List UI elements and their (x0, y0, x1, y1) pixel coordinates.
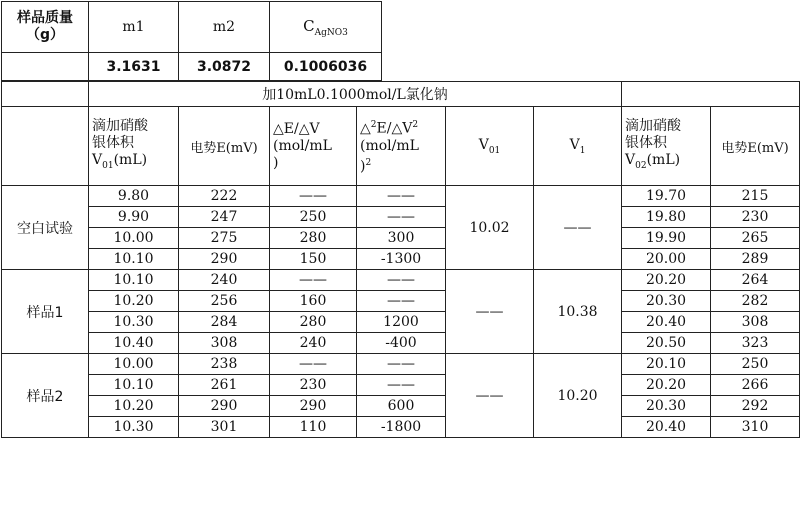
cell-e: 261 (179, 375, 270, 396)
cell-vol: 10.00 (89, 228, 179, 249)
table-row (2, 354, 800, 375)
vol1-line3: $V_{01}(mL)$ (92, 151, 148, 171)
table-row (2, 207, 800, 228)
cell-vol: 9.80 (89, 186, 179, 207)
cell-e2: 265 (711, 228, 800, 249)
cell-vol: 10.10 (89, 375, 179, 396)
cell-v1: —— (534, 186, 622, 270)
cell-e2: 266 (711, 375, 800, 396)
band-blank-right (622, 82, 800, 107)
table-row (2, 396, 800, 417)
cell-vol: 10.40 (89, 333, 179, 354)
cell-d2e: —— (357, 270, 446, 291)
blank-cell (2, 53, 89, 81)
cell-vol2: 20.30 (622, 396, 711, 417)
table-row (2, 417, 800, 438)
header-volume-v02 (622, 107, 711, 186)
cell-de: 250 (270, 207, 357, 228)
cell-e2: 308 (711, 312, 800, 333)
cell-de: 290 (270, 396, 357, 417)
group-label-blank-test: 空白试验 (2, 186, 89, 270)
cell-d2e: —— (357, 291, 446, 312)
c-subscript: AgNO3 (314, 27, 348, 38)
cell-e2: 264 (711, 270, 800, 291)
cell-vol: 10.10 (89, 249, 179, 270)
cell-e: 290 (179, 249, 270, 270)
cell-de: 230 (270, 375, 357, 396)
cell-e2: 282 (711, 291, 800, 312)
cell-e2: 289 (711, 249, 800, 270)
cell-vol: 10.30 (89, 417, 179, 438)
cell-de: —— (270, 186, 357, 207)
header-volume-v01 (89, 107, 179, 186)
cell-e2: 292 (711, 396, 800, 417)
value-m1: 3.1631 (89, 53, 179, 81)
table-row (2, 375, 800, 396)
d2e-line1: $\triangle^2E/\triangle V^2$ (360, 119, 419, 137)
cell-de: —— (270, 354, 357, 375)
d2e-line3: )$^2$ (360, 157, 372, 175)
header-m1: m1 (89, 2, 179, 53)
cell-e2: 230 (711, 207, 800, 228)
cell-e: 290 (179, 396, 270, 417)
cell-d2e: 1200 (357, 312, 446, 333)
table-row (2, 186, 800, 207)
cell-vol2: 20.40 (622, 417, 711, 438)
cell-e2: 215 (711, 186, 800, 207)
cell-de: —— (270, 270, 357, 291)
group-label-sample-2: 样品2 (2, 354, 89, 438)
cell-vol2: 19.90 (622, 228, 711, 249)
cell-vol2: 19.80 (622, 207, 711, 228)
cell-de: 240 (270, 333, 357, 354)
value-m2: 3.0872 (179, 53, 270, 81)
header-c-agno3 (270, 2, 382, 53)
cell-v01: —— (446, 270, 534, 354)
band-title: 加10mL0.1000mol/L氯化钠 (89, 82, 622, 107)
cell-v1: 10.20 (534, 354, 622, 438)
cell-d2e: 300 (357, 228, 446, 249)
vol2-line3: $V_{02}(mL)$ (625, 151, 681, 171)
de-line3: ) (273, 154, 279, 171)
cell-de: 150 (270, 249, 357, 270)
table-row (2, 333, 800, 354)
vol1-line1: 滴加硝酸 (92, 117, 148, 134)
cell-vol2: 19.70 (622, 186, 711, 207)
cell-vol: 10.00 (89, 354, 179, 375)
cell-e: 247 (179, 207, 270, 228)
cell-de: 160 (270, 291, 357, 312)
cell-vol: 10.30 (89, 312, 179, 333)
titration-table (1, 81, 800, 438)
cell-d2e: —— (357, 354, 446, 375)
header-potential-e1: 电势E(mV) (179, 107, 270, 186)
cell-vol2: 20.10 (622, 354, 711, 375)
header-m2: m2 (179, 2, 270, 53)
header-v01: $V_{01}$ (446, 107, 534, 186)
cell-d2e: —— (357, 207, 446, 228)
table-row (2, 291, 800, 312)
cell-e: 238 (179, 354, 270, 375)
cell-e: 256 (179, 291, 270, 312)
cell-e: 222 (179, 186, 270, 207)
header-group-blank (2, 107, 89, 186)
table-row (2, 249, 800, 270)
cell-de: 110 (270, 417, 357, 438)
cell-e2: 250 (711, 354, 800, 375)
cell-v01: —— (446, 354, 534, 438)
cell-e: 301 (179, 417, 270, 438)
cell-e: 308 (179, 333, 270, 354)
cell-vol2: 20.40 (622, 312, 711, 333)
cell-vol2: 20.20 (622, 270, 711, 291)
cell-vol: 10.10 (89, 270, 179, 291)
group-label-sample-1: 样品1 (2, 270, 89, 354)
cell-de: 280 (270, 228, 357, 249)
cell-d2e: —— (357, 375, 446, 396)
cell-v01: 10.02 (446, 186, 534, 270)
header-delta-e (270, 107, 357, 186)
table-row (2, 312, 800, 333)
cell-d2e: -1800 (357, 417, 446, 438)
cell-vol2: 20.20 (622, 375, 711, 396)
vol1-line2: 银体积 (92, 134, 134, 151)
cell-d2e: -400 (357, 333, 446, 354)
table-row (2, 228, 800, 249)
cell-e2: 310 (711, 417, 800, 438)
cell-vol2: 20.50 (622, 333, 711, 354)
value-c: 0.1006036 (270, 53, 382, 81)
cell-de: 280 (270, 312, 357, 333)
de-line1: △E/△V (273, 120, 320, 137)
header-sample-mass: 样品质量（g） (2, 2, 89, 53)
cell-vol: 10.20 (89, 396, 179, 417)
cell-d2e: 600 (357, 396, 446, 417)
cell-vol2: 20.00 (622, 249, 711, 270)
table-row (2, 270, 800, 291)
cell-vol2: 20.30 (622, 291, 711, 312)
vol2-line1: 滴加硝酸 (625, 117, 682, 134)
cell-e: 275 (179, 228, 270, 249)
cell-v1: 10.38 (534, 270, 622, 354)
band-blank-left (2, 82, 89, 107)
cell-e: 240 (179, 270, 270, 291)
vol2-line2: 银体积 (625, 134, 668, 151)
cell-vol: 10.20 (89, 291, 179, 312)
header-v1: $V_1$ (534, 107, 622, 186)
cell-vol: 9.90 (89, 207, 179, 228)
cell-d2e: —— (357, 186, 446, 207)
c-symbol: C (303, 16, 315, 35)
header-potential-e2: 电势E(mV) (711, 107, 800, 186)
sample-mass-table (1, 1, 382, 81)
de-line2: (mol/mL (273, 137, 332, 154)
cell-d2e: -1300 (357, 249, 446, 270)
header-delta2-e (357, 107, 446, 186)
cell-e: 284 (179, 312, 270, 333)
d2e-line2: (mol/mL (360, 137, 419, 154)
cell-e2: 323 (711, 333, 800, 354)
